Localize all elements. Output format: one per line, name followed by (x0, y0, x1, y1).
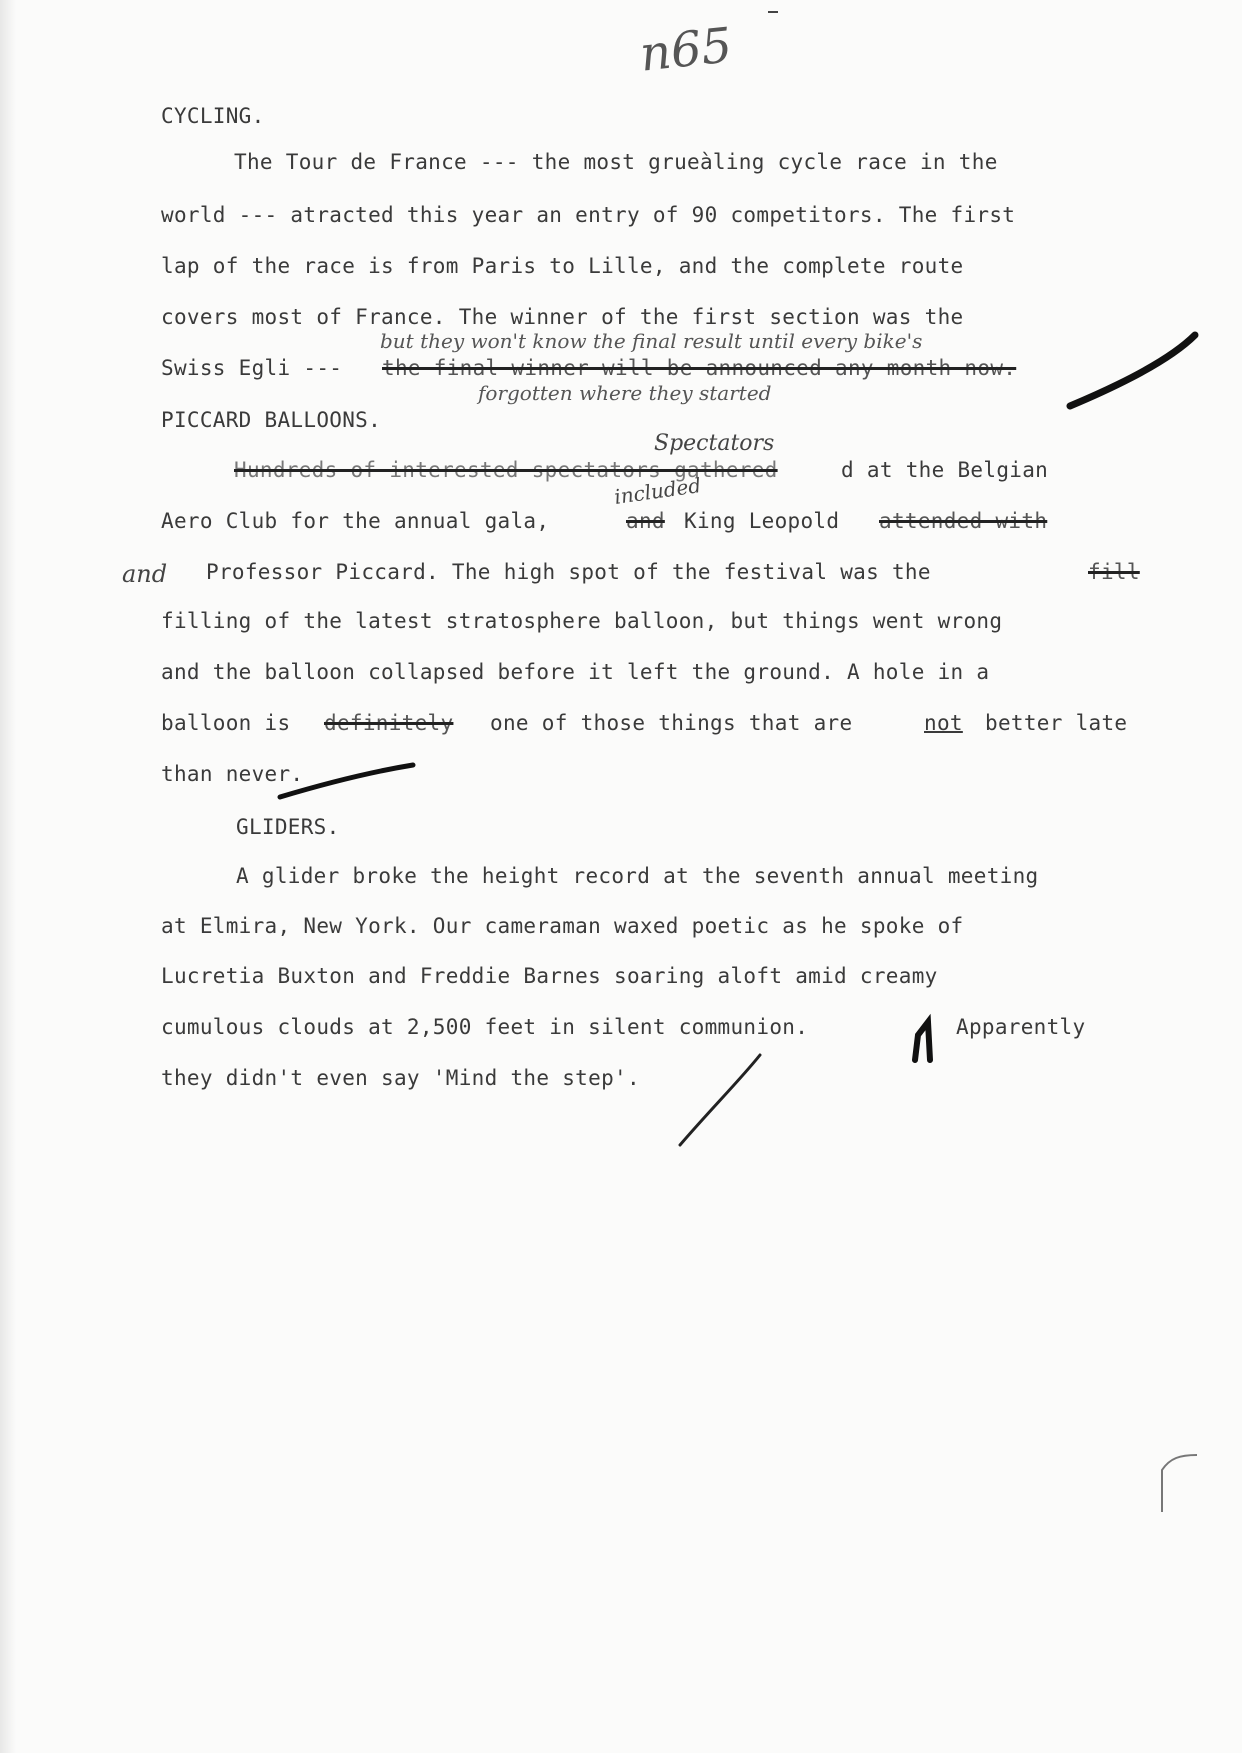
piccard-line-6c: better late (985, 711, 1128, 735)
gliders-line-1: A glider broke the height record at the seventh annual meeting (236, 864, 1039, 888)
cycling-line-4: covers most of France. The winner of the first section was the (161, 305, 964, 329)
gliders-line-4: cumulous clouds at 2,500 feet in silent communion. (161, 1015, 809, 1039)
piccard-struck-fill: fill (1088, 560, 1140, 584)
handwritten-spectators: Spectators (654, 431, 775, 456)
handwritten-insert-1: but they won't know the final result until every bike's (380, 329, 923, 353)
gliders-line-2: at Elmira, New York. Our cameraman waxed poetic as he spoke of (161, 914, 964, 938)
cycling-line-3: lap of the race is from Paris to Lille, and the complete route (161, 254, 964, 278)
piccard-line-3: Professor Piccard. The high spot of the festival was the (206, 560, 931, 584)
handwritten-and: and (122, 560, 168, 588)
piccard-line-2b: King Leopold (684, 509, 840, 533)
piccard-line-6b: one of those things that are (490, 711, 853, 735)
piccard-not: not (924, 711, 963, 735)
cycling-struck-line: the final winner will be announced any month now. (382, 356, 1017, 380)
cycling-line-5: Swiss Egli --- (161, 356, 343, 380)
handwritten-insert-2: forgotten where they started (478, 381, 772, 405)
piccard-struck-definitely: definitely (324, 711, 454, 735)
piccard-struck-tail: attended with (879, 509, 1048, 533)
gliders-line-3: Lucretia Buxton and Freddie Barnes soaring aloft amid creamy (161, 964, 938, 988)
gliders-line-5: they didn't even say 'Mind the step'. (161, 1066, 640, 1090)
gliders-line-4-tail: Apparently (956, 1015, 1086, 1039)
section-heading-gliders: GLIDERS. (236, 815, 340, 839)
pen-stroke-gliders (680, 1055, 760, 1145)
piccard-line-2a: Aero Club for the annual gala, (161, 509, 550, 533)
cycling-line-2: world --- atracted this year an entry of 90 competitors. The first (161, 203, 1016, 227)
piccard-line-6a: balloon is (161, 711, 291, 735)
piccard-line-7: than never. (161, 762, 304, 786)
page-number: n65 (637, 17, 735, 83)
piccard-line-4: filling of the latest stratosphere balloon, but things went wrong (161, 609, 1003, 633)
corner-mark (1162, 1455, 1197, 1512)
piccard-line-1-tail: d at the Belgian (841, 458, 1049, 482)
pen-stroke-cycling (1070, 335, 1195, 406)
section-heading-cycling: CYCLING. (161, 104, 265, 128)
piccard-struck-opening: Hundreds of interested spectators gathered (234, 458, 778, 482)
handwritten-included: included (612, 473, 703, 509)
piccard-line-5: and the balloon collapsed before it left the ground. A hole in a (161, 660, 990, 684)
cycling-line-1: The Tour de France --- the most grueàling cycle race in the (234, 150, 998, 174)
pen-stroke-piccard (280, 765, 413, 797)
piccard-struck-and: and (626, 509, 665, 533)
insertion-caret (915, 1022, 930, 1060)
section-heading-piccard: PICCARD BALLOONS. (161, 408, 382, 432)
